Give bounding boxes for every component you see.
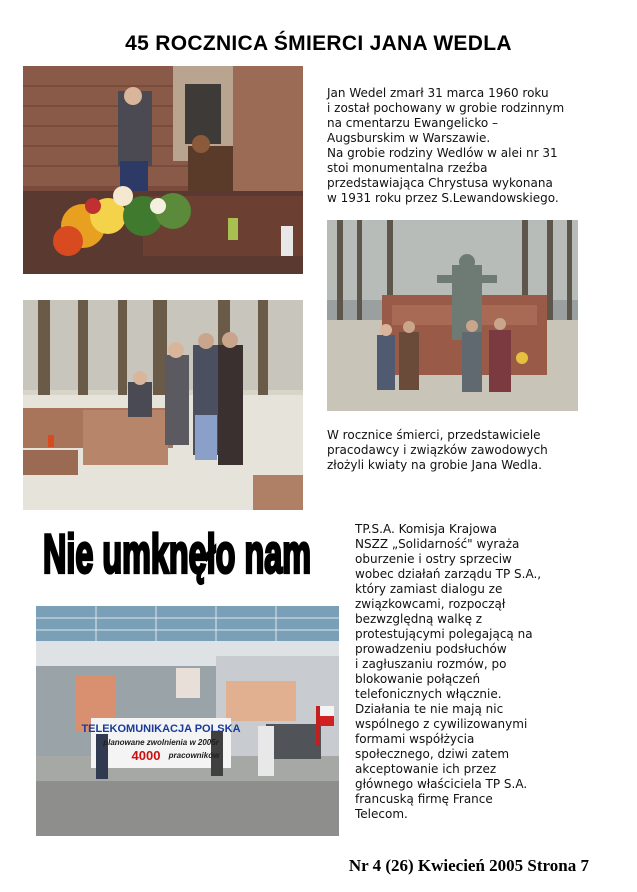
intro-line: w 1931 roku przez S.Lewandowskiego. bbox=[327, 191, 559, 205]
article-line: oburzenie i ostry sprzeciw bbox=[355, 552, 512, 566]
photo-monument bbox=[327, 220, 578, 411]
intro-line: Augsburskim w Warszawie. bbox=[327, 131, 491, 145]
article-line: TP.S.A. Komisja Krajowa bbox=[355, 522, 497, 536]
intro-line: przedstawiająca Chrystusa wykonana bbox=[327, 176, 553, 190]
photo-protest bbox=[36, 606, 339, 836]
photo-cemetery-group bbox=[23, 300, 303, 510]
intro-line: i został pochowany w grobie rodzinnym bbox=[327, 101, 565, 115]
article-line: formami współżycia bbox=[355, 732, 475, 746]
banner-line1: TELEKOMUNIKACJA POLSKA bbox=[81, 723, 241, 735]
page-footer: Nr 4 (26) Kwiecień 2005 Strona 7 bbox=[348, 856, 589, 875]
article-line: społecznego, dziwi zatem bbox=[355, 747, 510, 761]
article-line: wspólnego z cywilizowanymi bbox=[355, 717, 528, 731]
intro-text bbox=[327, 86, 564, 206]
article-line: Telecom. bbox=[355, 807, 408, 821]
article-line: Działania te nie mają nic bbox=[355, 702, 504, 716]
page-title: 45 ROCZNICA ŚMIERCI JANA WEDLA bbox=[125, 32, 512, 55]
caption-text bbox=[327, 428, 548, 473]
intro-line: stoi monumentalna rzeźba bbox=[327, 161, 488, 175]
article-line: prowadzeniu podsłuchów bbox=[355, 642, 507, 656]
article-line: akceptowanie ich przez bbox=[355, 762, 497, 776]
photo-grave-flowers bbox=[23, 66, 303, 274]
article-line: blokowanie połączeń bbox=[355, 672, 481, 686]
wordart-text: Nie umknęło nam bbox=[42, 522, 311, 585]
article-line: francuską firmę France bbox=[355, 792, 493, 806]
intro-line: Jan Wedel zmarł 31 marca 1960 roku bbox=[327, 86, 549, 100]
wordart-heading bbox=[40, 520, 315, 592]
intro-line: na cmentarzu Ewangelicko – bbox=[327, 116, 499, 130]
banner-number: 4000 bbox=[131, 748, 161, 763]
article-line: bezwzględną walkę z bbox=[355, 612, 483, 626]
article-line: wobec działań zarządu TP S.A., bbox=[355, 567, 542, 581]
article-line: telefonicznych włącznie. bbox=[355, 687, 502, 701]
article-line: który zamiast dialogu ze bbox=[355, 582, 503, 596]
article-line: głównego właściciela TP S.A. bbox=[355, 777, 528, 791]
article-line: i zagłuszaniu rozmów, po bbox=[355, 657, 507, 671]
article-line: protestującymi polegającą na bbox=[355, 627, 533, 641]
caption-line: W rocznice śmierci, przedstawiciele bbox=[327, 428, 541, 442]
banner-line3: pracowników bbox=[168, 751, 220, 760]
intro-line: Na grobie rodziny Wedlów w alei nr 31 bbox=[327, 146, 558, 160]
article-text bbox=[355, 522, 541, 822]
article-line: NSZZ „Solidarność" wyraża bbox=[355, 537, 520, 551]
caption-line: pracodawcy i związków zawodowych bbox=[327, 443, 548, 457]
article-line: związkowcami, rozpoczął bbox=[355, 597, 506, 611]
caption-line: złożyli kwiaty na grobie Jana Wedla. bbox=[327, 458, 542, 472]
banner-line2: planowane zwolnienia w 2005r bbox=[103, 738, 219, 747]
